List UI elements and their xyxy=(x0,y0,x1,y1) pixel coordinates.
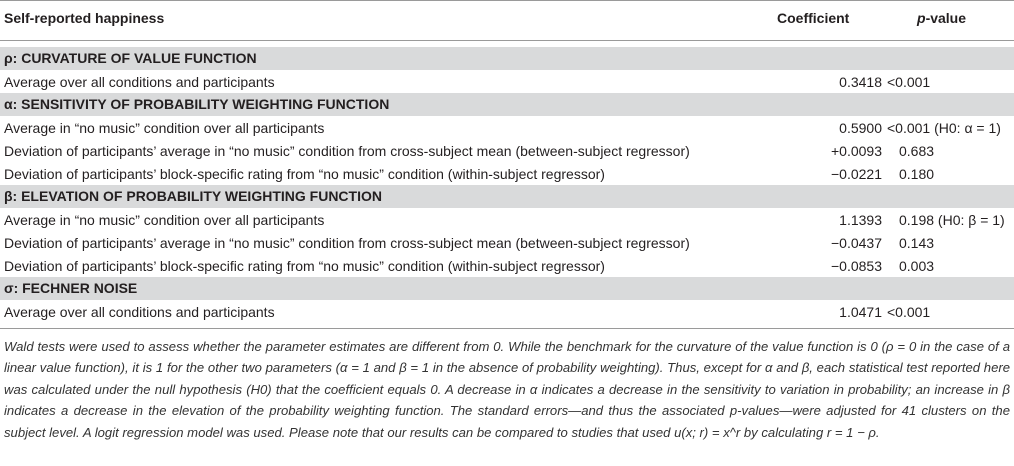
section-beta-header xyxy=(0,185,1014,208)
header-rule xyxy=(0,40,1014,41)
table-row xyxy=(0,71,1014,94)
table-header xyxy=(0,0,1014,40)
row-label: Average in “no music” condition over all participants xyxy=(4,120,325,136)
row-p-value: <0.001 xyxy=(887,74,931,90)
table-row xyxy=(0,301,1014,324)
section-title: β: ELEVATION OF PROBABILITY WEIGHTING FUNCTION xyxy=(4,188,382,204)
row-p-value: 0.003 xyxy=(899,258,935,274)
row-p-value: 0.180 xyxy=(899,166,935,182)
section-title: ρ: CURVATURE OF VALUE FUNCTION xyxy=(4,50,257,66)
row-coefficient: 1.1393 xyxy=(839,212,882,228)
row-coefficient: −0.0437 xyxy=(831,235,882,251)
table-row xyxy=(0,255,1014,278)
row-coefficient: 1.0471 xyxy=(839,304,882,320)
row-p-value: 0.198 (H0: β = 1) xyxy=(899,212,1005,228)
table-row xyxy=(0,232,1014,255)
header-coefficient: Coefficient xyxy=(777,10,850,26)
row-label: Average in “no music” condition over all participants xyxy=(4,212,325,228)
table-row xyxy=(0,163,1014,186)
row-label: Deviation of participants’ block-specific rating from “no music” condition (within-subject regressor) xyxy=(4,258,605,274)
table-row xyxy=(0,117,1014,140)
row-p-value: <0.001 xyxy=(887,304,931,320)
table-row xyxy=(0,209,1014,232)
header-value-suffix: -value xyxy=(925,10,967,26)
row-coefficient: +0.0093 xyxy=(831,143,882,159)
row-label: Average over all conditions and participants xyxy=(4,304,275,320)
row-coefficient: 0.5900 xyxy=(839,120,882,136)
table-row xyxy=(0,140,1014,163)
row-label: Average over all conditions and participants xyxy=(4,74,275,90)
row-p-value: 0.683 xyxy=(899,143,935,159)
row-coefficient: −0.0221 xyxy=(831,166,882,182)
row-label: Deviation of participants’ average in “no music” condition from cross-subject mean (between-subject regressor) xyxy=(4,143,690,159)
bottom-rule xyxy=(0,328,1014,329)
header-happiness: Self-reported happiness xyxy=(4,10,165,26)
row-label: Deviation of participants’ block-specific rating from “no music” condition (within-subject regressor) xyxy=(4,166,605,182)
section-rho-header xyxy=(0,47,1014,70)
row-label: Deviation of participants’ average in “no music” condition from cross-subject mean (between-subject regressor) xyxy=(4,235,690,251)
section-title: σ: FECHNER NOISE xyxy=(4,280,138,296)
header-p-value xyxy=(917,10,966,26)
section-sigma-header xyxy=(0,277,1014,300)
row-p-value: 0.143 xyxy=(899,235,935,251)
row-coefficient: −0.0853 xyxy=(831,258,882,274)
header-p-letter: p xyxy=(917,10,926,26)
section-alpha-header xyxy=(0,93,1014,116)
table-footnote: Wald tests were used to assess whether the parameter estimates are different from 0. While the benchmark for the curvature of the value function is 0 (ρ = 0 in the case of a linear value function), it is 1 for the other two parameters (α = 1 and β = 1 in the absence of probability weighting). Thus, except for α and β, each statistical test reported here was calculated under the null hypothesis (H0) that the coefficient equals 0. A decrease in α indicates a decrease in the sensitivity to variation in probability; an increase in β indicates a decrease in the elevation of the probability weighting function. The standard errors—and thus the associated p-values—were adjusted for 41 clusters on the subject level. A logit regression model was used. Please note that our results can be compared to studies that used u(x; r) = x^r by calculating r = 1 − ρ. xyxy=(4,339,1010,440)
row-coefficient: 0.3418 xyxy=(839,74,882,90)
row-p-value: <0.001 (H0: α = 1) xyxy=(887,120,1001,136)
section-title: α: SENSITIVITY OF PROBABILITY WEIGHTING FUNCTION xyxy=(4,96,390,112)
